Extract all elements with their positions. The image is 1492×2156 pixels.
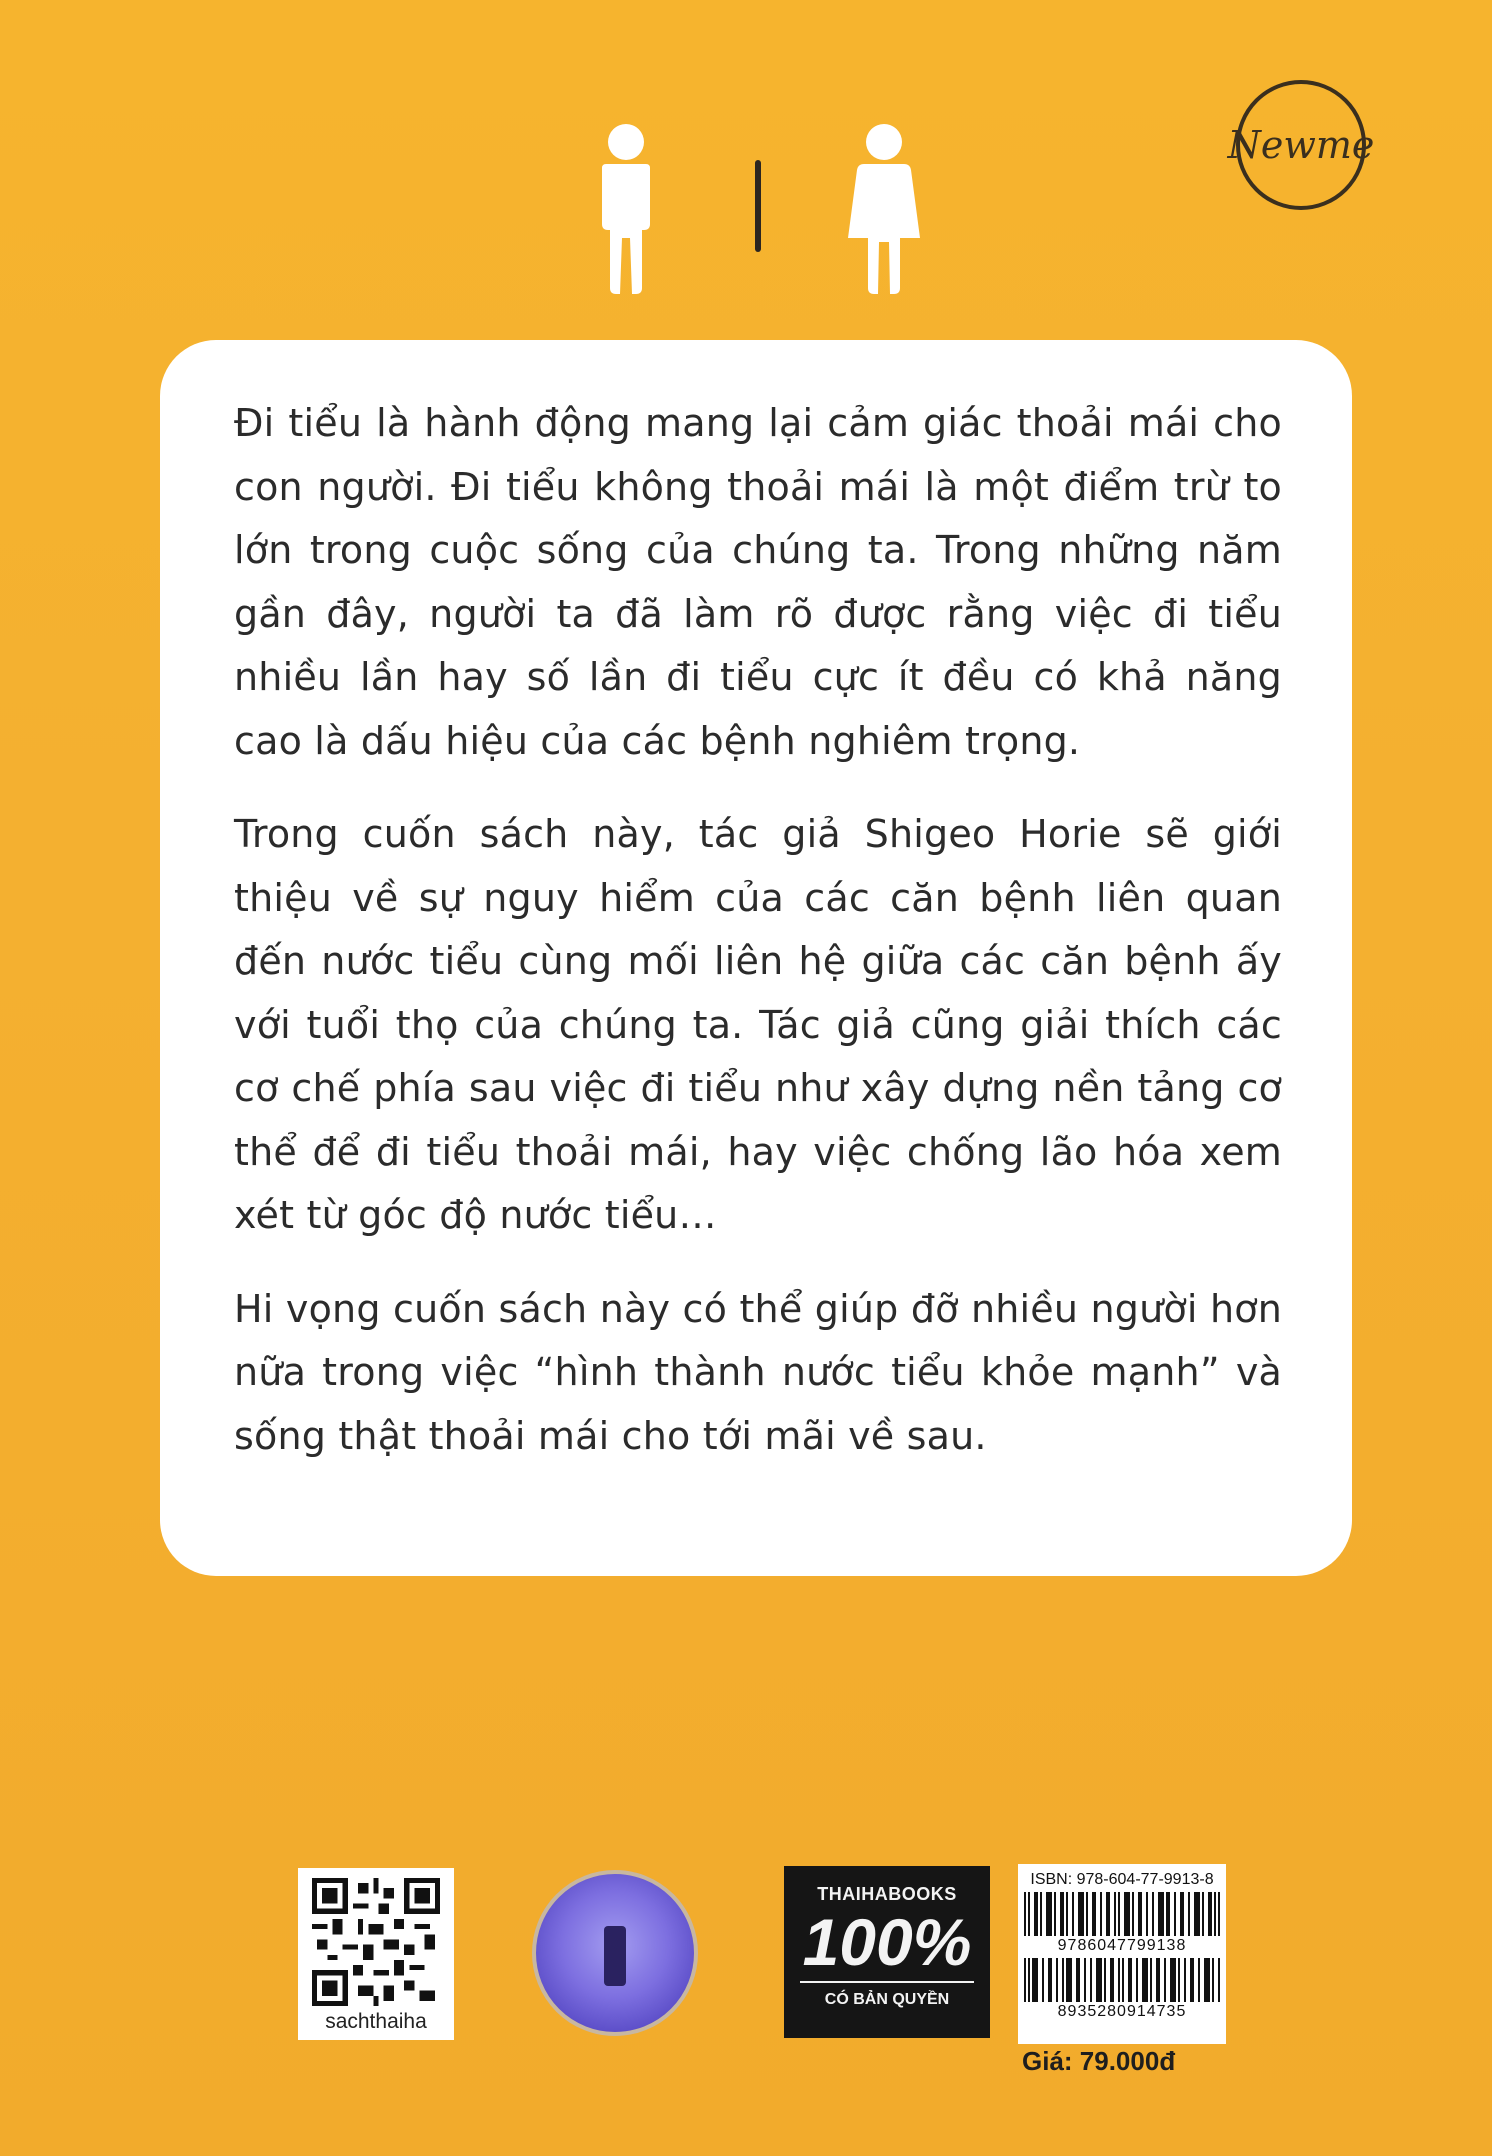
qr-label: sachthaiha — [325, 2010, 427, 2033]
isbn-text: ISBN: 978-604-77-9913-8 — [1030, 1871, 1214, 1888]
qr-code-icon — [312, 1878, 440, 2006]
copyright-badge — [784, 1866, 990, 2038]
authenticity-hologram-sticker — [532, 1870, 698, 2036]
description-paragraph-1: Đi tiểu là hành động mang lại cảm giác thoải mái cho con người. Đi tiểu không thoải mái là một điểm trừ to lớn trong cuộc sống của chúng ta. Trong những năm gần đây, người ta đã làm rõ được rằng việc đi tiểu nhiều lần hay số lần đi tiểu cực ít đều có khả năng cao là dấu hiệu của các bệnh nghiêm trọng. — [234, 401, 1282, 763]
publisher-logo — [1227, 80, 1375, 210]
badge-text: CÓ BẢN QUYỀN — [800, 1981, 974, 2009]
description-paragraph-2: Trong cuốn sách này, tác giả Shigeo Horie sẽ giới thiệu về sự nguy hiểm của các căn bệnh liên quan đến nước tiểu cùng mối liên hệ giữa các căn bệnh ấy với tuổi thọ của chúng ta. Tác giả cũng giải thích các cơ chế phía sau việc đi tiểu như xây dựng nền tảng cơ thể để đi tiểu thoải mái, hay việc chống lão hóa xem xét từ góc độ nước tiểu… — [234, 812, 1282, 1237]
description-paragraph-3: Hi vọng cuốn sách này có thể giúp đỡ nhiều người hơn nữa trong việc “hình thành nước tiểu khỏe mạnh” và sống thật thoải mái cho tới mãi về sau. — [234, 1286, 1282, 1458]
badge-percent: 100% — [802, 1905, 972, 1979]
product-barcode-icon — [1024, 1958, 1220, 2002]
product-code-number: 8935280914735 — [1057, 2003, 1187, 2020]
restroom-icons — [580, 120, 920, 300]
hologram-logo-icon — [604, 1926, 626, 1986]
divider-line — [755, 160, 761, 252]
isbn-number: 9786047799138 — [1057, 1937, 1187, 1954]
barcode-block — [1018, 1864, 1226, 2044]
isbn-barcode-icon — [1024, 1892, 1220, 1936]
price-label: Giá: 79.000đ — [1022, 2046, 1176, 2076]
woman-icon — [848, 124, 920, 294]
badge-brand: THAIHABOOKS — [817, 1884, 957, 1904]
qr-code-block — [298, 1868, 454, 2040]
description-panel — [160, 340, 1352, 1576]
man-icon — [602, 124, 650, 294]
publisher-logo-text: Newme — [1227, 123, 1375, 167]
